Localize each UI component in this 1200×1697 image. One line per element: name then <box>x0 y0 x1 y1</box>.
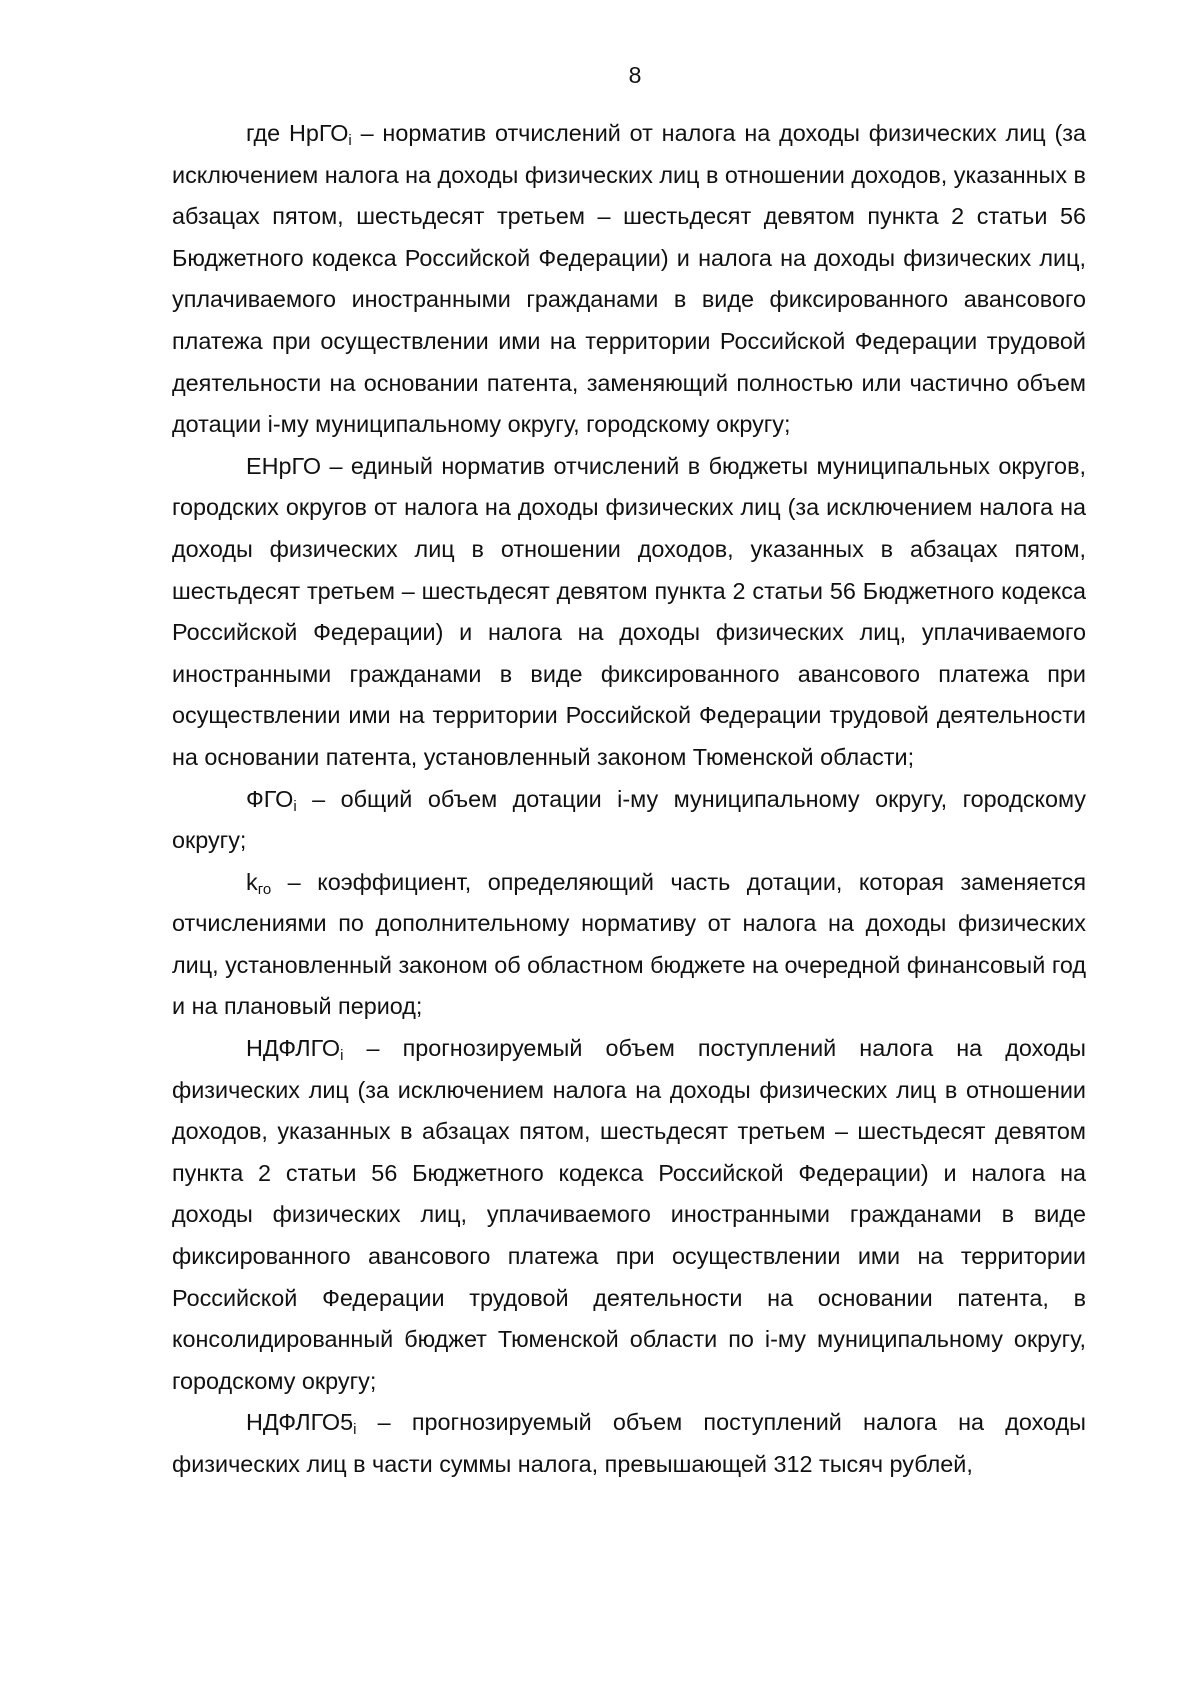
definition-text: – прогнозируемый объем поступлений налога на доходы физических лиц в части суммы налога, превышающей 312 тысяч рублей, <box>172 1409 1086 1477</box>
definition-paragraph-ndflgo <box>172 1028 1086 1402</box>
definition-text: – норматив отчислений от налога на доходы физических лиц (за исключением налога на доходы физических лиц в отношении доходов, указанных в абзацах пятом, шестьдесят третьем – шестьдесят девятом пункта 2 статьи 56 Бюджетного кодекса Российской Федерации) и налога на доходы физических лиц, уплачиваемого иностранными гражданами в виде фиксированного авансового платежа при осуществлении ими на территории Российской Федерации трудовой деятельности на основании патента, заменяющий полностью или частично объем дотации i-му муниципальному округу, городскому округу; <box>172 120 1086 438</box>
definition-paragraph-fgo <box>172 779 1086 862</box>
symbol-ndflgo5: НДФЛГО5 <box>246 1409 354 1436</box>
page-number: 8 <box>628 62 642 88</box>
symbol-nrgo: НрГО <box>288 120 349 146</box>
symbol-subscript: i <box>348 132 352 149</box>
definition-paragraph-kgo <box>172 862 1086 1028</box>
definition-text: – единый норматив отчислений в бюджеты муниципальных округов, городских округов от налога на доходы физических лиц (за исключением налога на доходы физических лиц в отношении доходов, указанных в абзацах пятом, шестьдесят третьем – шестьдесят девятом пункта 2 статьи 56 Бюджетного кодекса Российской Федерации) и налога на доходы физических лиц, уплачиваемого иностранными гражданами в виде фиксированного авансового платежа при осуществлении ими на территории Российской Федерации трудовой деятельности на основании патента, установленный законом Тюменской области; <box>172 452 1086 770</box>
symbol-subscript: го <box>257 880 272 898</box>
symbol-k: k <box>246 868 258 895</box>
symbol-subscript: i <box>353 1421 357 1439</box>
definition-text: – прогнозируемый объем поступлений налога на доходы физических лиц (за исключением налога на доходы физических лиц в отношении доходов, указанных в абзацах пятом, шестьдесят третьем – шестьдесят девятом пункта 2 статьи 56 Бюджетного кодекса Российской Федерации) и налога на доходы физических лиц, уплачиваемого иностранными гражданами в виде фиксированного авансового платежа при осуществлении ими на территории Российской Федерации трудовой деятельности на основании патента, в консолидированный бюджет Тюменской области по i-му муниципальному округу, городскому округу; <box>172 1035 1086 1394</box>
definition-paragraph-ndflgo5 <box>172 1402 1086 1485</box>
definition-text: – коэффициент, определяющий часть дотации, которая заменяется отчислениями по дополнительному нормативу от налога на доходы физических лиц, установленный законом об областном бюджете на очередной финансовый год и на плановый период; <box>172 868 1086 1020</box>
definition-paragraph-nrgo <box>172 113 1086 446</box>
definition-text: – общий объем дотации i-му муниципальному округу, городскому округу; <box>172 785 1086 854</box>
symbol-subscript: i <box>293 797 297 815</box>
symbol-ndflgo: НДФЛГО <box>246 1035 341 1062</box>
definition-paragraph-enrgo <box>172 446 1086 779</box>
paragraph-prefix: где <box>246 120 289 146</box>
symbol-subscript: i <box>340 1047 344 1065</box>
symbol-enrgo: ЕНрГО <box>246 452 322 479</box>
document-body <box>172 113 1086 1486</box>
symbol-fgo: ФГО <box>246 785 294 812</box>
